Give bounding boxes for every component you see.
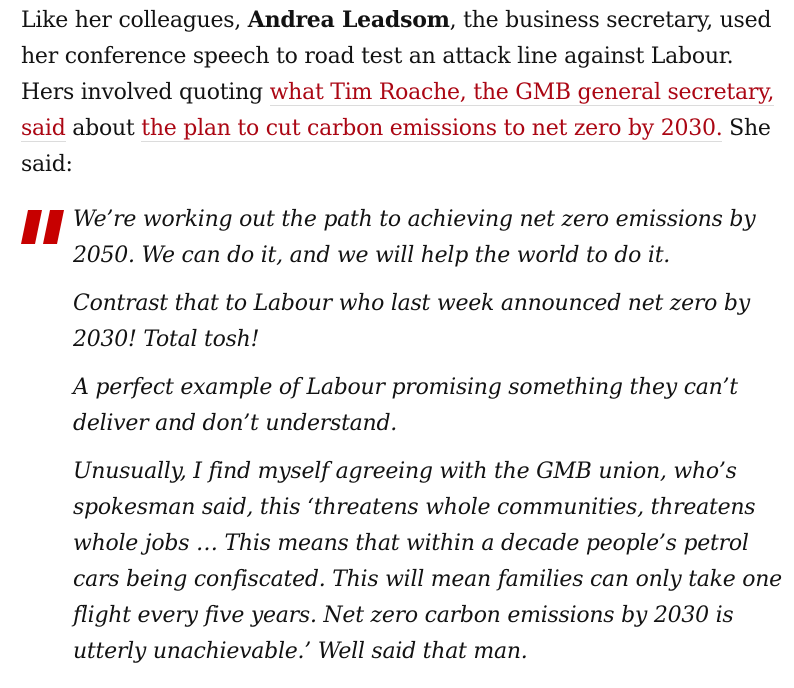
person-name: Andrea Leadsom — [247, 7, 450, 33]
net-zero-plan-link[interactable]: the plan to cut carbon emissions to net zero by 2030. — [141, 116, 723, 141]
intro-text-4: She said: — [21, 116, 771, 177]
intro-text-1: Like her colleagues, — [21, 8, 248, 33]
quote-paragraph-1: We’re working out the path to achieving net zero emissions by 2050. We can do it, and we will help the world to do it. — [73, 207, 756, 268]
quote-paragraph-2: Contrast that to Labour who last week announced net zero by 2030! Total tosh! — [73, 291, 750, 352]
intro-text-2: , the business secretary, used her conference speech to road test an attack line against Labour. Hers involved quoting — [21, 8, 772, 105]
blockquote — [21, 202, 787, 670]
quote-paragraph-4: Unusually, I find myself agreeing with the GMB union, who’s spokesman said, this ‘threatens whole communities, threatens whole jobs … This means that within a decade people’s petrol cars being confiscated. This will mean families can only take one flight every five years. Net zero carbon emissions by 2030 is utterly unachievable.’ Well said that man. — [73, 459, 782, 664]
quote-paragraph-3: A perfect example of Labour promising something they can’t deliver and don’t understand. — [73, 375, 738, 436]
tim-roache-link[interactable]: what Tim Roache, the GMB general secretary, said — [21, 80, 775, 141]
quote-mark-icon — [21, 210, 65, 244]
article-body — [21, 2, 787, 682]
intro-paragraph — [21, 2, 787, 183]
intro-text-3: about — [65, 116, 142, 141]
